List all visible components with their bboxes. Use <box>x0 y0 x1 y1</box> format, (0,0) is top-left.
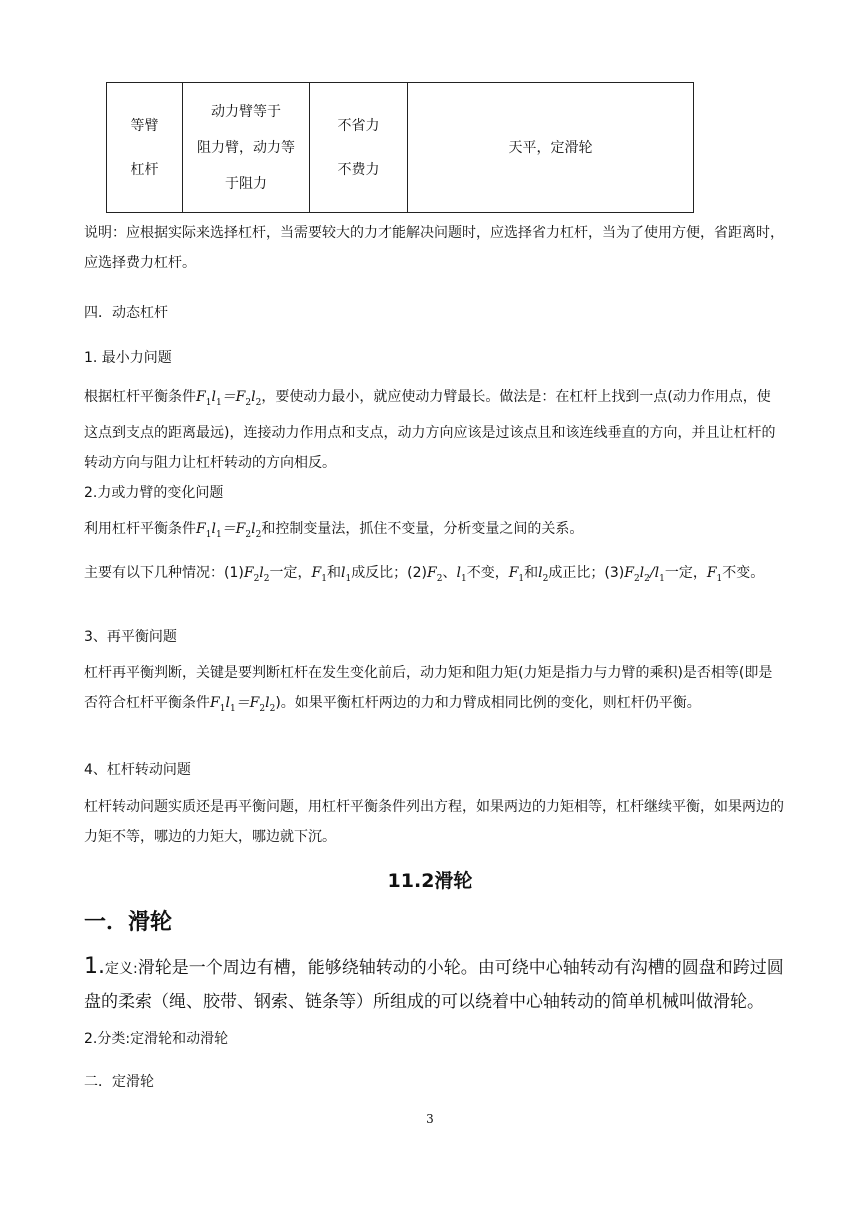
text: 成正比；(3) <box>548 565 625 581</box>
formula: $l_2$ <box>538 565 549 584</box>
balance-formula: $F_1l_1=F_2l_2$ <box>210 695 276 714</box>
lever-type-cell <box>107 83 183 213</box>
paragraph-rebalance <box>84 658 784 724</box>
definition-number: 1. <box>84 954 105 979</box>
formula: $F_2$ <box>427 565 443 584</box>
text: 根据杠杆平衡条件 <box>84 389 196 405</box>
text: 杠杆再平衡判断，关键是要判断杠杆在发生变化前后，动力矩和阻力矩(力矩是指力与力臂的乘积)是否相等(即是否符合杠杆平衡条件 <box>84 665 773 711</box>
lever-type-line1: 等臂 <box>130 117 159 134</box>
paragraph-variation <box>84 514 784 550</box>
table-row <box>107 83 694 213</box>
formula: $F_1$ <box>311 565 327 584</box>
lever-examples-cell: 天平，定滑轮 <box>408 83 694 213</box>
definition-paragraph <box>84 950 784 1019</box>
paragraph-cases <box>84 558 784 594</box>
subsection-heading: 3、再平衡问题 <box>84 629 177 645</box>
formula: $l_1$ <box>340 565 352 584</box>
text: 一定， <box>664 565 707 581</box>
subsection-heading: 2.力或力臂的变化问题 <box>84 485 224 501</box>
effect-line1: 不省力 <box>337 117 380 134</box>
text: 不变。 <box>722 565 765 581</box>
text: 和 <box>326 565 341 581</box>
subsection-heading: 1. 最小力问题 <box>84 350 172 366</box>
text: 主要有以下几种情况：(1) <box>84 565 244 581</box>
text: ，要使动力最小，就应使动力臂最长。做法是：在杠杆上找到一点(动力作用点，使这点到支点的距离最远)，连接动力作用点和支点，动力方向应该是过该点且和该连线垂直的方向，并且让杠杆的转动方向与阻力让杠杆转动的方向相反。 <box>84 389 776 471</box>
text: 、 <box>442 565 457 581</box>
lever-effect-cell <box>310 83 408 213</box>
formula: $F_2l_2/l_1$ <box>624 565 665 584</box>
part-heading: 二．定滑轮 <box>84 1074 154 1090</box>
text: 和控制变量法，抓住不变量，分析变量之间的关系。 <box>261 521 584 537</box>
part-heading: 一．滑轮 <box>84 910 173 935</box>
formula: $l_1$ <box>456 565 467 584</box>
text: 成反比；(2) <box>351 565 428 581</box>
formula: $F_2l_2$ <box>243 565 270 584</box>
characteristic-line1: 动力臂等于 <box>211 103 281 120</box>
note-paragraph: 说明：应根据实际来选择杠杆，当需要较大的力才能解决问题时，应选择省力杠杆，当为了使用方便，省距离时，应选择费力杠杆。 <box>84 225 784 271</box>
subsection-heading: 4、杠杆转动问题 <box>84 762 191 778</box>
chapter-title: 11.2滑轮 <box>387 870 473 892</box>
definition-text: 滑轮是一个周边有槽，能够绕轴转动的小轮。由可绕中心轴转动有沟槽的圆盘和跨过圆盘的柔索（绳、胶带、钢索、链条等）所组成的可以绕着中心轴转动的简单机械叫做滑轮。 <box>84 958 784 1012</box>
paragraph-rotation: 杠杆转动问题实质还是再平衡问题，用杠杆平衡条件列出方程，如果两边的力矩相等，杠杆继续平衡，如果两边的力矩不等，哪边的力矩大，哪边就下沉。 <box>84 799 784 845</box>
page-number: 3 <box>426 1112 434 1126</box>
lever-characteristic-cell <box>183 83 310 213</box>
paragraph-minimum-force <box>84 382 784 478</box>
balance-formula: $F_1l_1=F_2l_2$ <box>196 389 262 408</box>
characteristic-line2: 阻力臂，动力等 <box>197 139 295 156</box>
lever-table <box>106 82 694 213</box>
classification-line: 2.分类:定滑轮和动滑轮 <box>84 1031 229 1047</box>
formula: $F_1$ <box>508 565 525 584</box>
balance-formula: $F_1l_1=F_2l_2$ <box>196 521 262 540</box>
formula: $F_1$ <box>706 565 723 584</box>
section-heading: 四．动态杠杆 <box>84 305 168 321</box>
characteristic-line3: 于阻力 <box>225 175 267 192</box>
effect-line2: 不费力 <box>337 161 380 178</box>
lever-type-line2: 杠杆 <box>130 161 159 178</box>
text: 利用杠杆平衡条件 <box>84 521 196 537</box>
text: 和 <box>524 565 539 581</box>
text: )。如果平衡杠杆两边的力和力臂成相同比例的变化，则杠杆仍平衡。 <box>275 695 701 711</box>
text: 一定， <box>269 565 312 581</box>
definition-label: 定义: <box>105 961 138 977</box>
text: 不变， <box>466 565 509 581</box>
